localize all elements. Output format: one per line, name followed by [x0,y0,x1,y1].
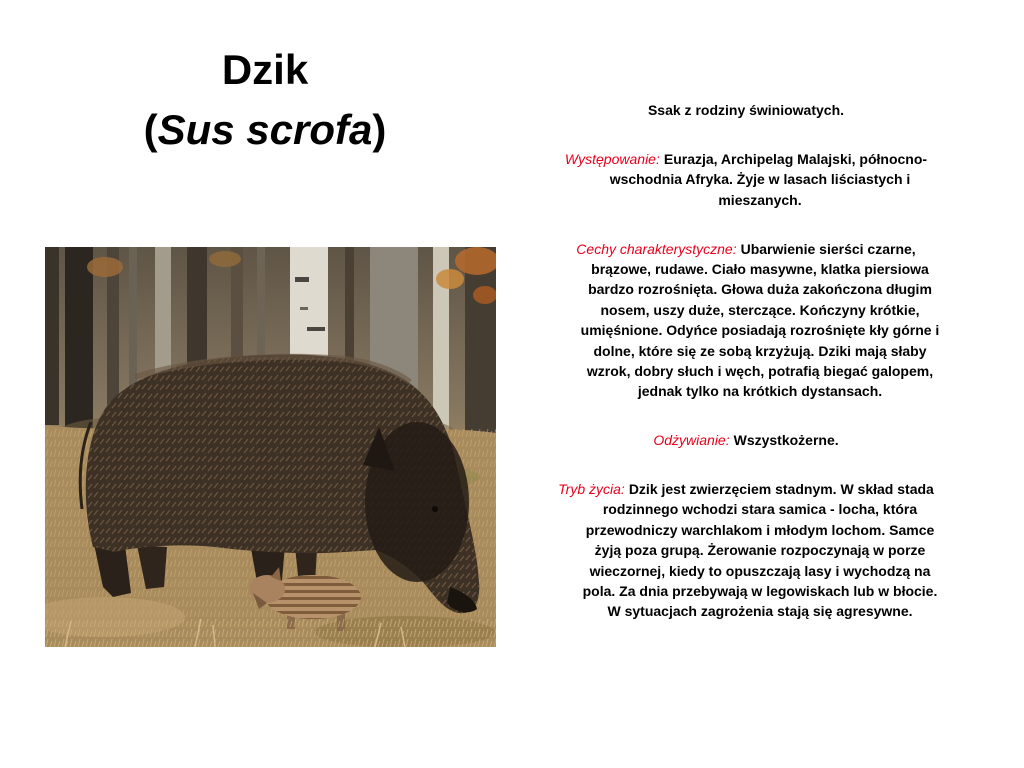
paragraph-first-line [528,479,964,499]
paragraph-label: Występowanie: [564,150,660,167]
paragraph-label: Odżywianie: [653,432,730,449]
paragraph-first-line [528,149,964,169]
paragraph-family [528,100,964,120]
paragraph-first-line [528,430,964,450]
paragraph-line: pola. Za dnia przebywają w legowiskach lub w błocie. [582,583,938,600]
paragraph-first-line [528,239,964,259]
paragraph-line: umięśnione. Odyńce posiadają rozrośnięte kły górne i [580,322,940,339]
paragraph-lifestyle [528,479,964,622]
paragraph-line-text: Eurazja, Archipelag Malajski, północno- [663,150,928,167]
paragraph-line: Ssak z rodziny świniowatych. [647,102,845,118]
paragraph-line-text: Ubarwienie sierści czarne, [740,240,916,257]
paragraph-line: wieczornej, kiedy to opuszczają lasy i wychodzą na [589,562,931,579]
boar-eye [432,506,438,512]
title-close-paren: ) [372,106,387,153]
paragraph-line: wzrok, dobry słuch i węch, potrafią biegać galopem, [586,362,934,379]
foreground-grass [45,619,496,647]
title-latin-name: Sus scrofa [157,106,373,153]
title-common-name: Dzik [221,46,309,93]
paragraph-line: wschodnia Afryka. Żyje w lasach liściastych i [609,171,911,188]
paragraph-line: żyją poza grupą. Żerowanie rozpoczynają w porze [594,542,926,559]
wild-boar-photo [45,247,496,647]
paragraph-line: jednak tylko na krótkich dystansach. [637,383,883,400]
paragraph-line: dolne, które się ze sobą krzyżują. Dziki mają słaby [593,342,927,359]
paragraph-line: W sytuacjach zagrożenia stają się agresywne. [607,603,913,620]
paragraph-line: przewodniczy warchlakom i młodym lochom. Samce [585,521,935,538]
paragraph-line-text: Wszystkożerne. [733,432,839,449]
paragraph-line: bardzo rozrośnięta. Głowa duża zakończona długim [588,281,932,298]
slide-title [45,40,485,160]
title-latin-line [45,100,485,160]
paragraph-line-text: Dzik jest zwierzęciem stadnym. W skład stada [628,481,934,498]
paragraph-label: Cechy charakterystyczne: [576,240,737,257]
paragraph-occurrence [528,149,964,210]
paragraph-line: mieszanych. [718,191,802,208]
title-open-paren: ( [143,106,158,153]
paragraph-diet [528,430,964,450]
paragraph-line: nosem, uszy duże, sterczące. Kończyny krótkie, [600,301,920,318]
paragraph-label: Tryb życia: [558,481,625,498]
paragraph-line: brązowe, rudawe. Ciało masywne, klatka piersiowa [591,260,929,277]
description [528,100,964,650]
paragraph-characteristics [528,239,964,402]
paragraph-line: rodzinnego wchodzi stara samica - locha, która [602,501,918,518]
